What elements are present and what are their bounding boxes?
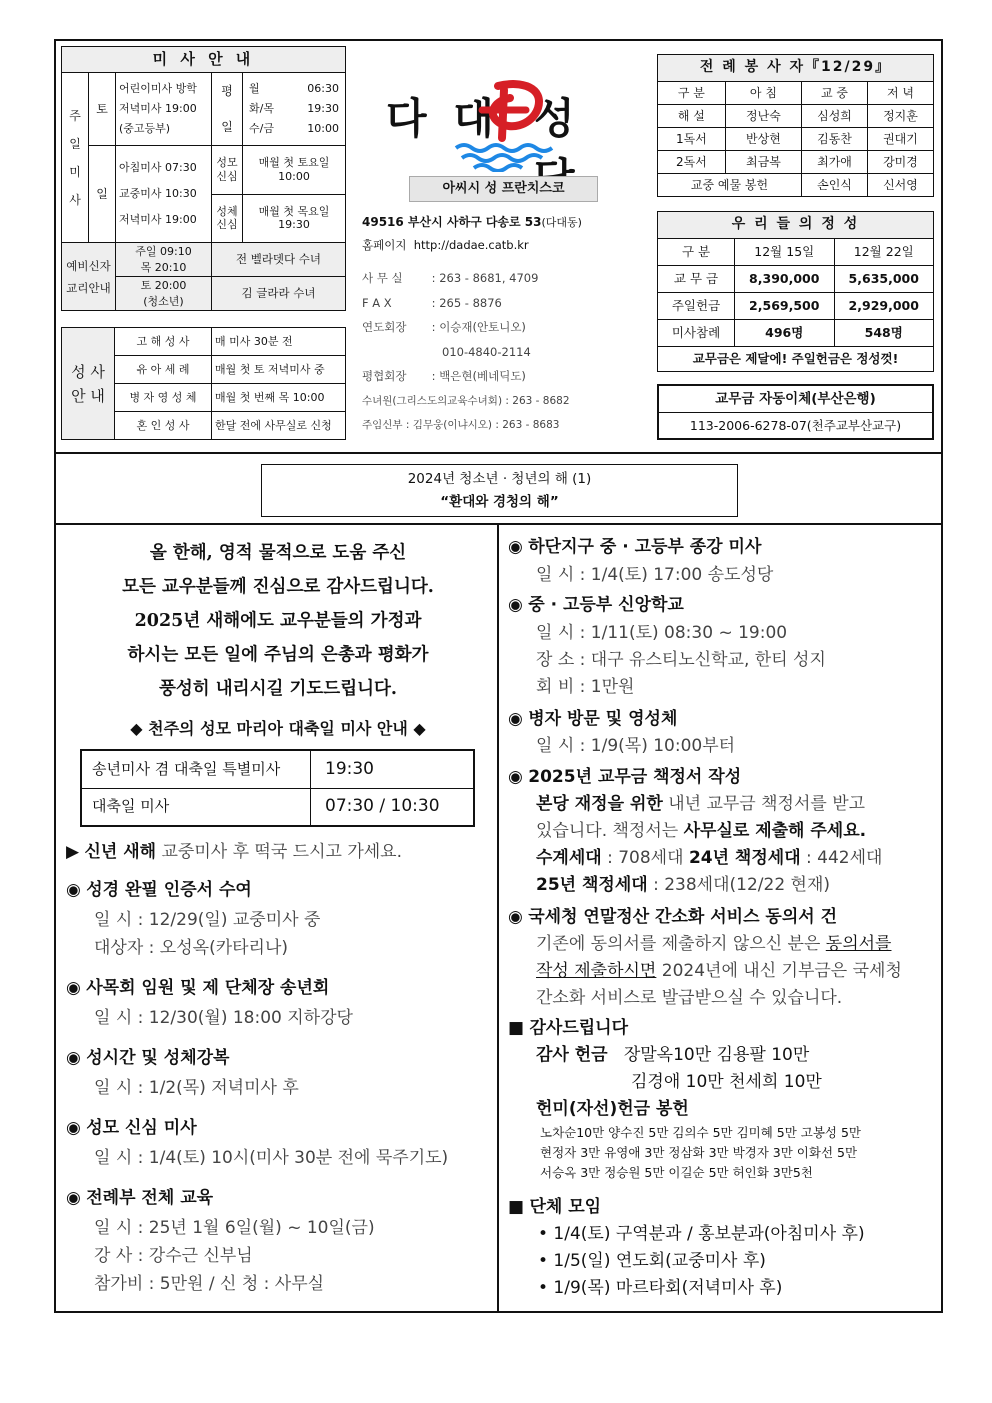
- eucharist-time: 매월 첫 목요일 19:30: [258, 204, 330, 232]
- table-cell: 2독서: [658, 151, 726, 174]
- weekday-label: 평 일: [212, 73, 243, 146]
- notice-line: 작성 제출하시면 2024년에 내신 기부금은 국세청: [536, 961, 902, 981]
- auto-transfer-box: [657, 384, 934, 440]
- notice-line: 일 시 : 1/4(토) 10시(미사 30분 전에 묵주기도): [94, 1148, 449, 1168]
- cross-logo-icon: [452, 76, 562, 172]
- sunday-masses: 아침미사 07:30 교중미사 10:30 저녁미사 19:00: [116, 146, 212, 243]
- notice-faith-school-title: ◉ 중 · 고등부 신앙학교: [508, 595, 684, 615]
- notice-closing-mass-title: ◉ 하단지구 중 · 고등부 종강 미사: [508, 537, 762, 557]
- auto-transfer-title: 교무금 자동이체(부산은행): [659, 386, 932, 413]
- mass-guide-table: [61, 46, 346, 311]
- table-cell: 548명: [834, 320, 934, 347]
- notice-line: 본당 재정을 위한 내년 교무금 책정서를 받고: [536, 794, 866, 814]
- table-cell: 최금복: [725, 151, 801, 174]
- table-cell: 송년미사 겸 대축일 특별미사: [81, 750, 311, 788]
- notice-line: 강 사 : 강수근 신부님: [94, 1246, 253, 1266]
- liturgy-servers-title: 전 례 봉 사 자『12/29』: [658, 55, 934, 82]
- table-cell: 정난숙: [725, 105, 801, 128]
- notice-liturgy-training-title: ◉ 전례부 전체 교육: [66, 1188, 214, 1208]
- thanks-gift-line-2: 김경애 10만 천세희 10만: [631, 1072, 822, 1092]
- eucharist-label: 성체 신심: [212, 194, 243, 242]
- col-header: 교 중: [802, 82, 868, 105]
- table-cell: 07:30 / 10:30: [311, 788, 475, 826]
- thanks-rice-label: 헌미(자선)헌금 봉헌: [536, 1099, 689, 1119]
- table-cell: 미사참례: [658, 320, 735, 347]
- notice-line: 장 소 : 대구 유스티노신학교, 한티 성지: [536, 650, 826, 670]
- notice-marian-mass-title: ◉ 성모 신심 미사: [66, 1118, 197, 1138]
- col-header: 구 분: [658, 239, 735, 266]
- table-cell: 손인식: [802, 174, 868, 197]
- parish-address: 49516 부산시 사하구 다송로 53(다대동): [362, 215, 582, 229]
- sacrament-info: 매월 첫 번째 목 10:00: [212, 384, 346, 412]
- sacrament-info: 매 미사 30분 전: [212, 328, 346, 356]
- divider: [54, 452, 943, 454]
- group-item: • 1/4(토) 구역분과 / 홍보분과(아침미사 후): [538, 1224, 865, 1244]
- sunday-label: 일: [89, 146, 116, 243]
- marian-time: 매월 첫 토요일 10:00: [243, 146, 346, 194]
- saturday-masses: 어린이미사 방학 저녁미사 19:00 (중고등부): [116, 73, 212, 146]
- catechumen-time-1: 주일 09:10 목 20:10: [116, 243, 212, 277]
- notice-line: 참가비 : 5만원 / 신 청 : 사무실: [94, 1274, 325, 1294]
- table-cell: 김동찬: [802, 128, 868, 151]
- notice-pledge-title: ◉ 2025년 교무금 책정서 작성: [508, 767, 742, 787]
- notice-line: 있습니다. 책정서는 사무실로 제출해 주세요.: [536, 821, 867, 841]
- table-cell: 교 무 금: [658, 266, 735, 293]
- column-divider: [497, 523, 499, 1313]
- devotion-title: 우 리 들 의 정 성: [658, 212, 934, 239]
- sacrament-guide-table: [61, 327, 346, 440]
- col-header: 12월 15일: [735, 239, 835, 266]
- notice-tax-title: ◉ 국세청 연말정산 간소화 서비스 동의서 건: [508, 907, 838, 927]
- thanks-title: ■ 감사드립니다: [508, 1018, 629, 1038]
- weekday-masses: 월 06:30 화/목 19:30 수/금 10:00: [243, 73, 346, 146]
- group-item: • 1/5(일) 연도회(교중미사 후): [538, 1251, 766, 1271]
- auto-transfer-account: 113-2006-6278-07(천주교부산교구): [689, 418, 902, 433]
- notice-line: 일 시 : 12/30(월) 18:00 지하강당: [94, 1008, 353, 1028]
- notice-holy-hour-title: ◉ 성시간 및 성체강복: [66, 1048, 230, 1068]
- saturday-label: 토: [89, 73, 116, 146]
- table-cell: 교중 예물 봉헌: [658, 174, 802, 197]
- table-cell: 최가애: [802, 151, 868, 174]
- patron-label: 아씨시 성 프란치스코: [409, 176, 598, 202]
- col-header: 12월 22일: [834, 239, 934, 266]
- catechumen-teacher-1: 전 벨라뎃다 수녀: [212, 243, 346, 277]
- notice-sick-visit-title: ◉ 병자 방문 및 영성체: [508, 709, 678, 729]
- notice-new-year: ▶ 신년 새해 교중미사 후 떡국 드시고 가세요.: [66, 842, 403, 862]
- table-cell: 정지훈: [867, 105, 933, 128]
- parish-contacts: 사 무 실 : 263 - 8681, 4709 F A X : 265 - 8876 연도회장 : 이승재(안토니오) 010-4840-2114 평협회장 : 백은현(베네딕도) 수녀원(그리스도의교육수녀회) : 263 - 8682 주임신부 : 김무웅(이냐시오) : 263 - 8683: [362, 271, 570, 431]
- liturgy-servers-table: [657, 54, 934, 197]
- notice-line: 25년 책정세대 : 238세대(12/22 현재): [536, 875, 831, 895]
- sacrament-info: 한달 전에 사무실로 신청: [212, 412, 346, 440]
- col-header: 구 분: [658, 82, 726, 105]
- table-cell: 1독서: [658, 128, 726, 151]
- sacrament-name: 혼 인 성 사: [115, 412, 212, 440]
- group-item: • 1/9(목) 마르타회(저녁미사 후): [538, 1278, 783, 1298]
- notice-line: 수계세대 : 708세대 24년 책정세대 : 442세대: [536, 848, 883, 868]
- solemnity-table: [80, 749, 475, 827]
- theme-line-1: 2024년 청소년 · 청년의 해 (1): [407, 471, 592, 487]
- notice-line: 대상자 : 오성옥(카타리나): [94, 938, 289, 958]
- notice-line: 일 시 : 1/11(토) 08:30 ~ 19:00: [536, 623, 788, 643]
- catechumen-label: 예비신자 교리안내: [62, 243, 116, 311]
- theme-box: [261, 464, 738, 517]
- sacrament-name: 유 아 세 례: [115, 356, 212, 384]
- col-header: 저 녁: [867, 82, 933, 105]
- marian-label: 성모 신심: [212, 146, 243, 194]
- table-cell: 반상현: [725, 128, 801, 151]
- table-cell: 주일헌금: [658, 293, 735, 320]
- devotion-masses: [212, 146, 346, 243]
- notice-line: 회 비 : 1만원: [536, 677, 635, 697]
- devotion-table: [657, 211, 934, 372]
- notice-line: 일 시 : 1/9(목) 10:00부터: [536, 736, 736, 756]
- catechumen-time-2: 토 20:00 (청소년): [116, 277, 212, 311]
- parish-homepage[interactable]: 홈페이지 http://dadae.catb.kr: [362, 238, 529, 252]
- parish-name-left: 다 대: [386, 94, 500, 143]
- sunday-mass-label: 주 일 미 사: [62, 73, 89, 243]
- table-cell: 5,635,000: [834, 266, 934, 293]
- sacrament-label: 성 사 안 내: [62, 328, 115, 440]
- table-cell: 8,390,000: [735, 266, 835, 293]
- parish-name-right: 성: [534, 94, 581, 143]
- table-cell: 해 설: [658, 105, 726, 128]
- catechumen-teacher-2: 김 글라라 수녀: [212, 277, 346, 311]
- left-notices: [66, 838, 496, 1308]
- greeting-message: 올 한해, 영적 물적으로 도움 주신 모든 교우분들께 진심으로 감사드립니다. 2025년 새해에도 교우분들의 가정과 하시는 모든 일에 주님의 은총과 평화가 풍성히 내리시길 기도드립니다.: [122, 543, 434, 699]
- table-cell: 대축일 미사: [81, 788, 311, 826]
- col-header: 아 침: [725, 82, 801, 105]
- notice-line: 간소화 서비스로 발급받으실 수 있습니다.: [536, 988, 843, 1008]
- notice-line: 일 시 : 1/4(토) 17:00 송도성당: [536, 565, 774, 585]
- notice-line: 일 시 : 1/2(목) 저녁미사 후: [94, 1078, 299, 1098]
- notice-yearend-title: ◉ 사목회 임원 및 제 단체장 송년회: [66, 978, 330, 998]
- notice-bible-cert-title: ◉ 성경 완필 인증서 수여: [66, 880, 252, 900]
- sacrament-name: 고 해 성 사: [115, 328, 212, 356]
- groups-title: ■ 단체 모임: [508, 1197, 602, 1217]
- sacrament-name: 병 자 영 성 체: [115, 384, 212, 412]
- table-cell: 강미경: [867, 151, 933, 174]
- table-cell: 2,569,500: [735, 293, 835, 320]
- table-cell: 2,929,000: [834, 293, 934, 320]
- theme-line-2: “환대와 경청의 해”: [440, 494, 559, 510]
- sacrament-info: 매월 첫 토 저녁미사 중: [212, 356, 346, 384]
- notice-line: 기존에 동의서를 제출하지 않으신 분은 동의서를: [536, 934, 892, 954]
- right-notices: [508, 533, 940, 1308]
- thanks-rice-list: 노차순10만 양수진 5만 김의수 5만 김미혜 5만 고봉성 5만 현정자 3만 유영애 3만 정삼화 3만 박경자 3만 이화선 5만 서승옥 3만 정승원 5만 이길순 5만 허인화 3만5천: [540, 1125, 862, 1180]
- notice-line: 일 시 : 12/29(일) 교중미사 중: [94, 910, 321, 930]
- table-cell: 496명: [735, 320, 835, 347]
- solemnity-title: ◆ 천주의 성모 마리아 대축일 미사 안내 ◆: [130, 719, 426, 738]
- mass-guide-title: 미 사 안 내: [62, 47, 346, 73]
- table-cell: 심성희: [802, 105, 868, 128]
- table-cell: 19:30: [311, 750, 475, 788]
- table-cell: 권대기: [867, 128, 933, 151]
- thanks-gift-line-1: 감사 헌금 장말옥10만 김용팔 10만: [536, 1045, 810, 1065]
- notice-line: 일 시 : 25년 1월 6일(월) ~ 10일(금): [94, 1218, 375, 1238]
- table-cell: 신서영: [867, 174, 933, 197]
- devotion-note: 교무금은 제달에! 주일헌금은 정성껏!: [658, 347, 934, 372]
